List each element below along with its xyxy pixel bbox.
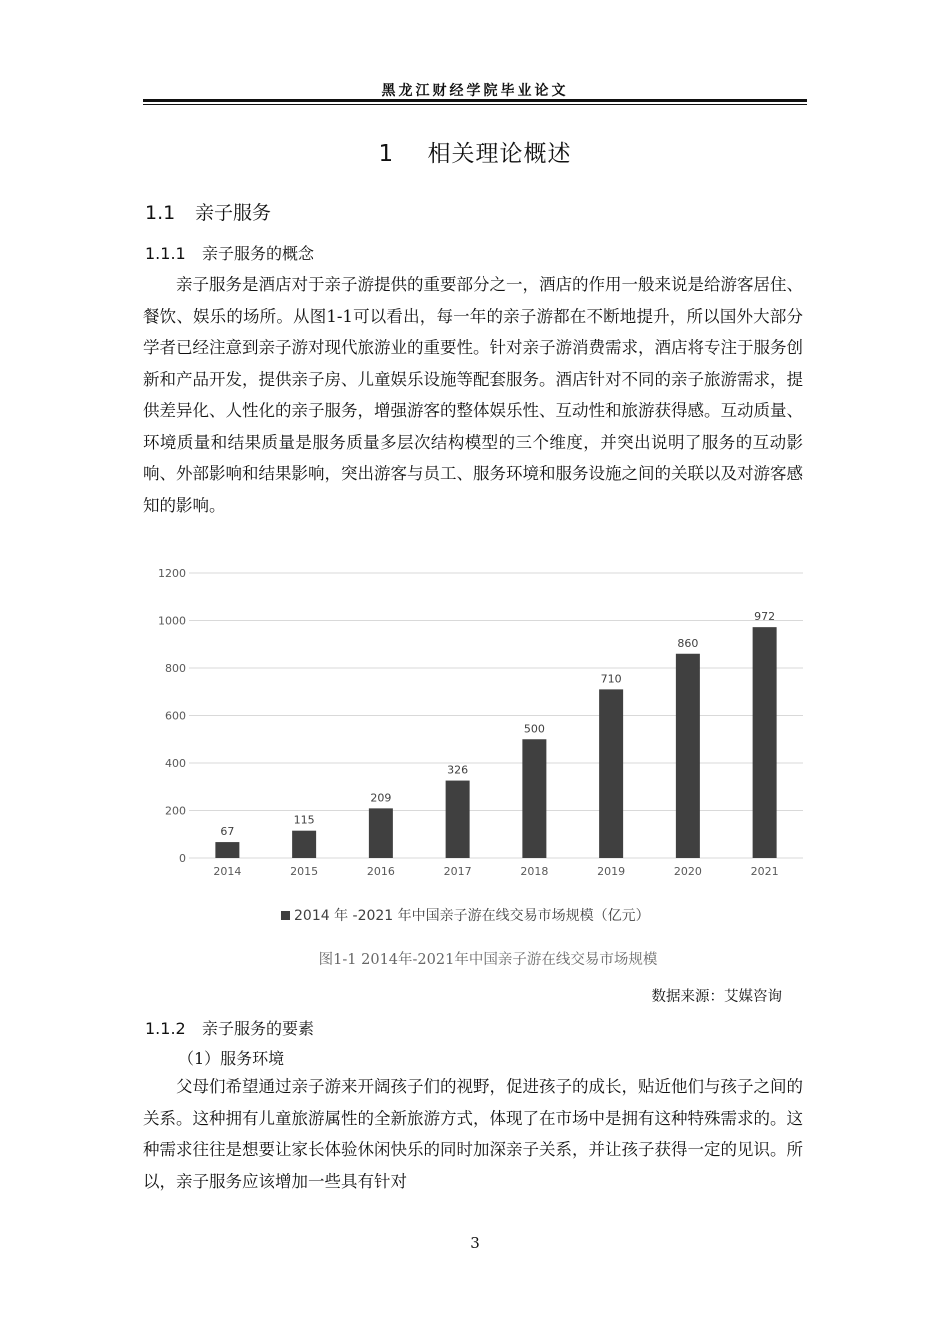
x-tick-label: 2014 bbox=[213, 865, 242, 878]
data-label: 209 bbox=[370, 791, 392, 805]
legend-swatch bbox=[281, 911, 290, 920]
section-title: 亲子服务 bbox=[195, 202, 272, 224]
bar bbox=[369, 808, 393, 858]
bar bbox=[215, 842, 239, 858]
chapter-title-text: 相关理论概述 bbox=[427, 141, 572, 167]
y-tick-label: 200 bbox=[165, 804, 186, 818]
body-paragraph-1: 亲子服务是酒店对于亲子游提供的重要部分之一，酒店的作用一般来说是给游客居住、餐饮、娱乐的场所。从图1-1可以看出，每一年的亲子游都在不断地提升，所以国外大部分学者已经注意到亲子游对现代旅游业的重要性。针对亲子游消费需求，酒店将专注于服务创新和产品开发，提供亲子房、儿童娱乐设施等配套服务。酒店针对不同的亲子旅游需求，提供差异化、人性化的亲子服务，增强游客的整体娱乐性、互动性和旅游获得感。互动质量、环境质量和结果质量是服务质量多层次结构模型的三个维度，并突出说明了服务的互动影响、外部影响和结果影响，突出游客与员工、服务环境和服务设施之间的关联以及对游客感知的影响。 bbox=[143, 275, 803, 515]
y-tick-label: 800 bbox=[165, 662, 186, 675]
bar-chart bbox=[143, 560, 807, 940]
subsection-number: 1.1.2 bbox=[145, 1019, 186, 1038]
list-item-label: （1）服务环境 bbox=[178, 1049, 285, 1068]
section-heading-1-1 bbox=[145, 198, 271, 225]
x-tick-label: 2021 bbox=[750, 865, 779, 878]
y-tick-label: 1000 bbox=[158, 614, 186, 628]
figure-source: 数据来源：艾媒咨询 bbox=[651, 989, 782, 1005]
subsection-heading-1-1-1 bbox=[145, 241, 314, 264]
data-label: 67 bbox=[220, 825, 235, 839]
x-tick-label: 2020 bbox=[673, 865, 702, 878]
figure-caption: 图1-1 2014年-2021年中国亲子游在线交易市场规模 bbox=[318, 952, 658, 968]
y-tick-label: 400 bbox=[165, 757, 186, 770]
y-tick-label: 1200 bbox=[158, 567, 186, 580]
bar bbox=[446, 781, 470, 858]
y-tick-label: 600 bbox=[165, 709, 186, 723]
data-label: 500 bbox=[523, 722, 545, 736]
page-number: 3 bbox=[470, 1234, 480, 1252]
x-tick-label: 2016 bbox=[366, 865, 395, 878]
body-paragraph-2: 父母们希望通过亲子游来开阔孩子们的视野，促进孩子的成长，贴近他们与孩子之间的关系。这种拥有儿童旅游属性的全新旅游方式，体现了在市场中是拥有这种特殊需求的。这种需求往往是想要让家长体验休闲快乐的同时加深亲子关系，并让孩子获得一定的见识。所以，亲子服务应该增加一些具有针对 bbox=[143, 1077, 803, 1191]
subsection-title: 亲子服务的要素 bbox=[202, 1019, 315, 1038]
bar bbox=[522, 739, 546, 858]
x-tick-label: 2019 bbox=[597, 865, 626, 878]
x-tick-label: 2018 bbox=[520, 865, 549, 878]
section-number: 1.1 bbox=[145, 202, 176, 224]
x-tick-label: 2015 bbox=[290, 865, 319, 878]
header-rule-thin bbox=[143, 104, 807, 105]
data-label: 972 bbox=[754, 610, 776, 624]
x-tick-label: 2017 bbox=[443, 865, 472, 878]
subsection-number: 1.1.1 bbox=[145, 244, 186, 263]
subsection-heading-1-1-2 bbox=[145, 1016, 314, 1039]
data-label: 710 bbox=[600, 672, 622, 686]
bar bbox=[292, 831, 316, 858]
chapter-title bbox=[143, 135, 807, 168]
data-label: 115 bbox=[293, 813, 315, 827]
bar bbox=[676, 654, 700, 858]
chapter-number: 1 bbox=[378, 141, 395, 167]
data-label: 326 bbox=[447, 763, 469, 777]
subsection-title: 亲子服务的概念 bbox=[202, 244, 315, 263]
bar bbox=[753, 627, 777, 858]
legend-label: 2014 年 -2021 年中国亲子游在线交易市场规模（亿元） bbox=[294, 908, 650, 924]
y-tick-label: 0 bbox=[179, 852, 186, 865]
header-rule-thick bbox=[143, 99, 807, 102]
bar bbox=[599, 689, 623, 858]
data-label: 860 bbox=[677, 636, 699, 650]
running-header: 黑龙江财经学院毕业论文 bbox=[381, 83, 569, 99]
